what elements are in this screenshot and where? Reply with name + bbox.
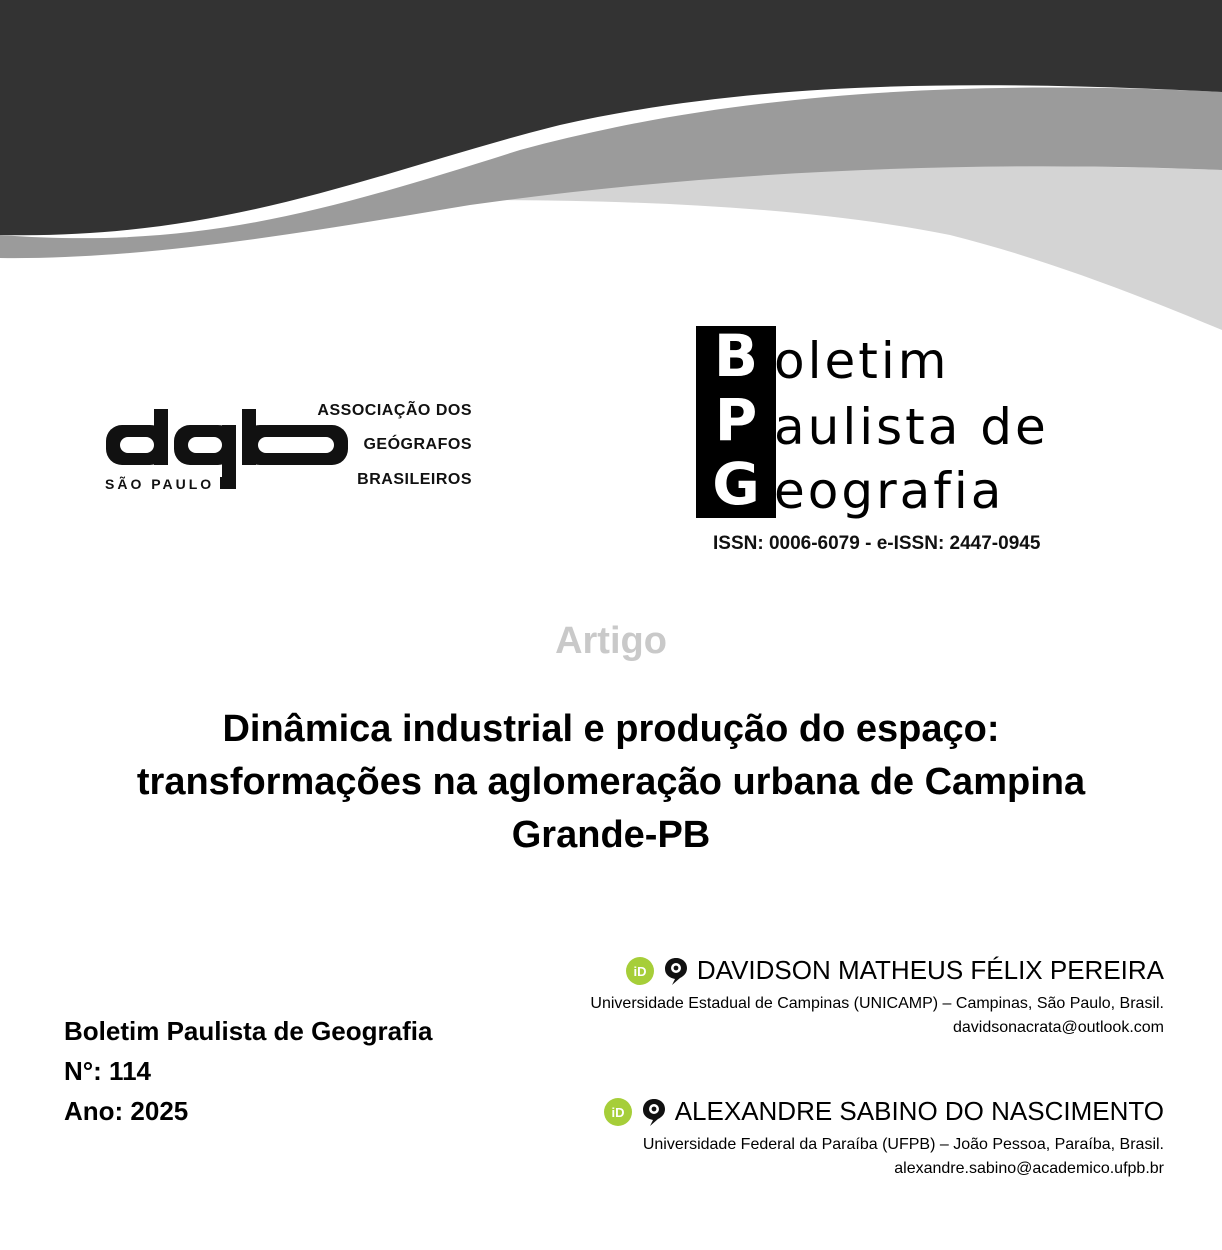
author-affiliation: Universidade Federal da Paraíba (UFPB) – João Pessoa, Paraíba, Brasil. [642,1136,1164,1153]
bpg-letter-g: G [712,450,760,518]
agb-line-1: ASSOCIAÇÃO DOS [317,402,472,419]
header-wave-banner [0,0,1222,330]
orcid-icon[interactable] [603,1097,633,1127]
bpg-letter-p: P [714,386,758,454]
author-email[interactable]: davidsonacrata@outlook.com [952,1019,1164,1036]
agb-logo [100,395,480,495]
author-affiliation: Universidade Estadual de Campinas (UNICAMP) – Campinas, São Paulo, Brasil. [590,995,1164,1012]
article-title [60,703,1162,862]
lattes-icon[interactable] [663,956,689,986]
agb-line-2: GEÓGRAFOS [363,436,472,453]
svg-text:iD: iD [611,1104,625,1120]
bpg-word-boletim: oletim [774,332,950,390]
author-name: DAVIDSON MATHEUS FÉLIX PEREIRA [696,955,1164,985]
author-block [603,1096,1164,1181]
journal-number: N°: 114 [64,1056,152,1086]
issn-label: ISSN: 0006-6079 - e-ISSN: 2447-0945 [713,533,1041,554]
article-title-line: Grande-PB [511,814,711,856]
agb-region: SÃO PAULO [105,476,215,492]
bpg-letter-block [696,326,776,518]
journal-year: Ano: 2025 [64,1096,189,1126]
journal-info [64,1011,432,1131]
article-title-line: transformações na aglomeração urbana de Campina [136,761,1086,803]
author-email[interactable]: alexandre.sabino@academico.ufpb.br [894,1160,1164,1177]
svg-text:iD: iD [633,963,647,979]
bpg-word-paulista: aulista de [774,398,1049,456]
bpg-word-geografia: eografia [774,462,1005,520]
author-name: ALEXANDRE SABINO DO NASCIMENTO [674,1096,1164,1126]
orcid-icon[interactable] [625,956,655,986]
bpg-logo [696,326,1156,518]
lattes-icon[interactable] [641,1097,667,1127]
article-title-line: Dinâmica industrial e produção do espaço: [222,708,1000,750]
article-type-label: Artigo [555,620,667,662]
bpg-letter-b: B [713,326,759,390]
author-block [590,955,1164,1040]
journal-name: Boletim Paulista de Geografia [64,1016,433,1046]
agb-line-3: BRASILEIROS [357,471,472,488]
